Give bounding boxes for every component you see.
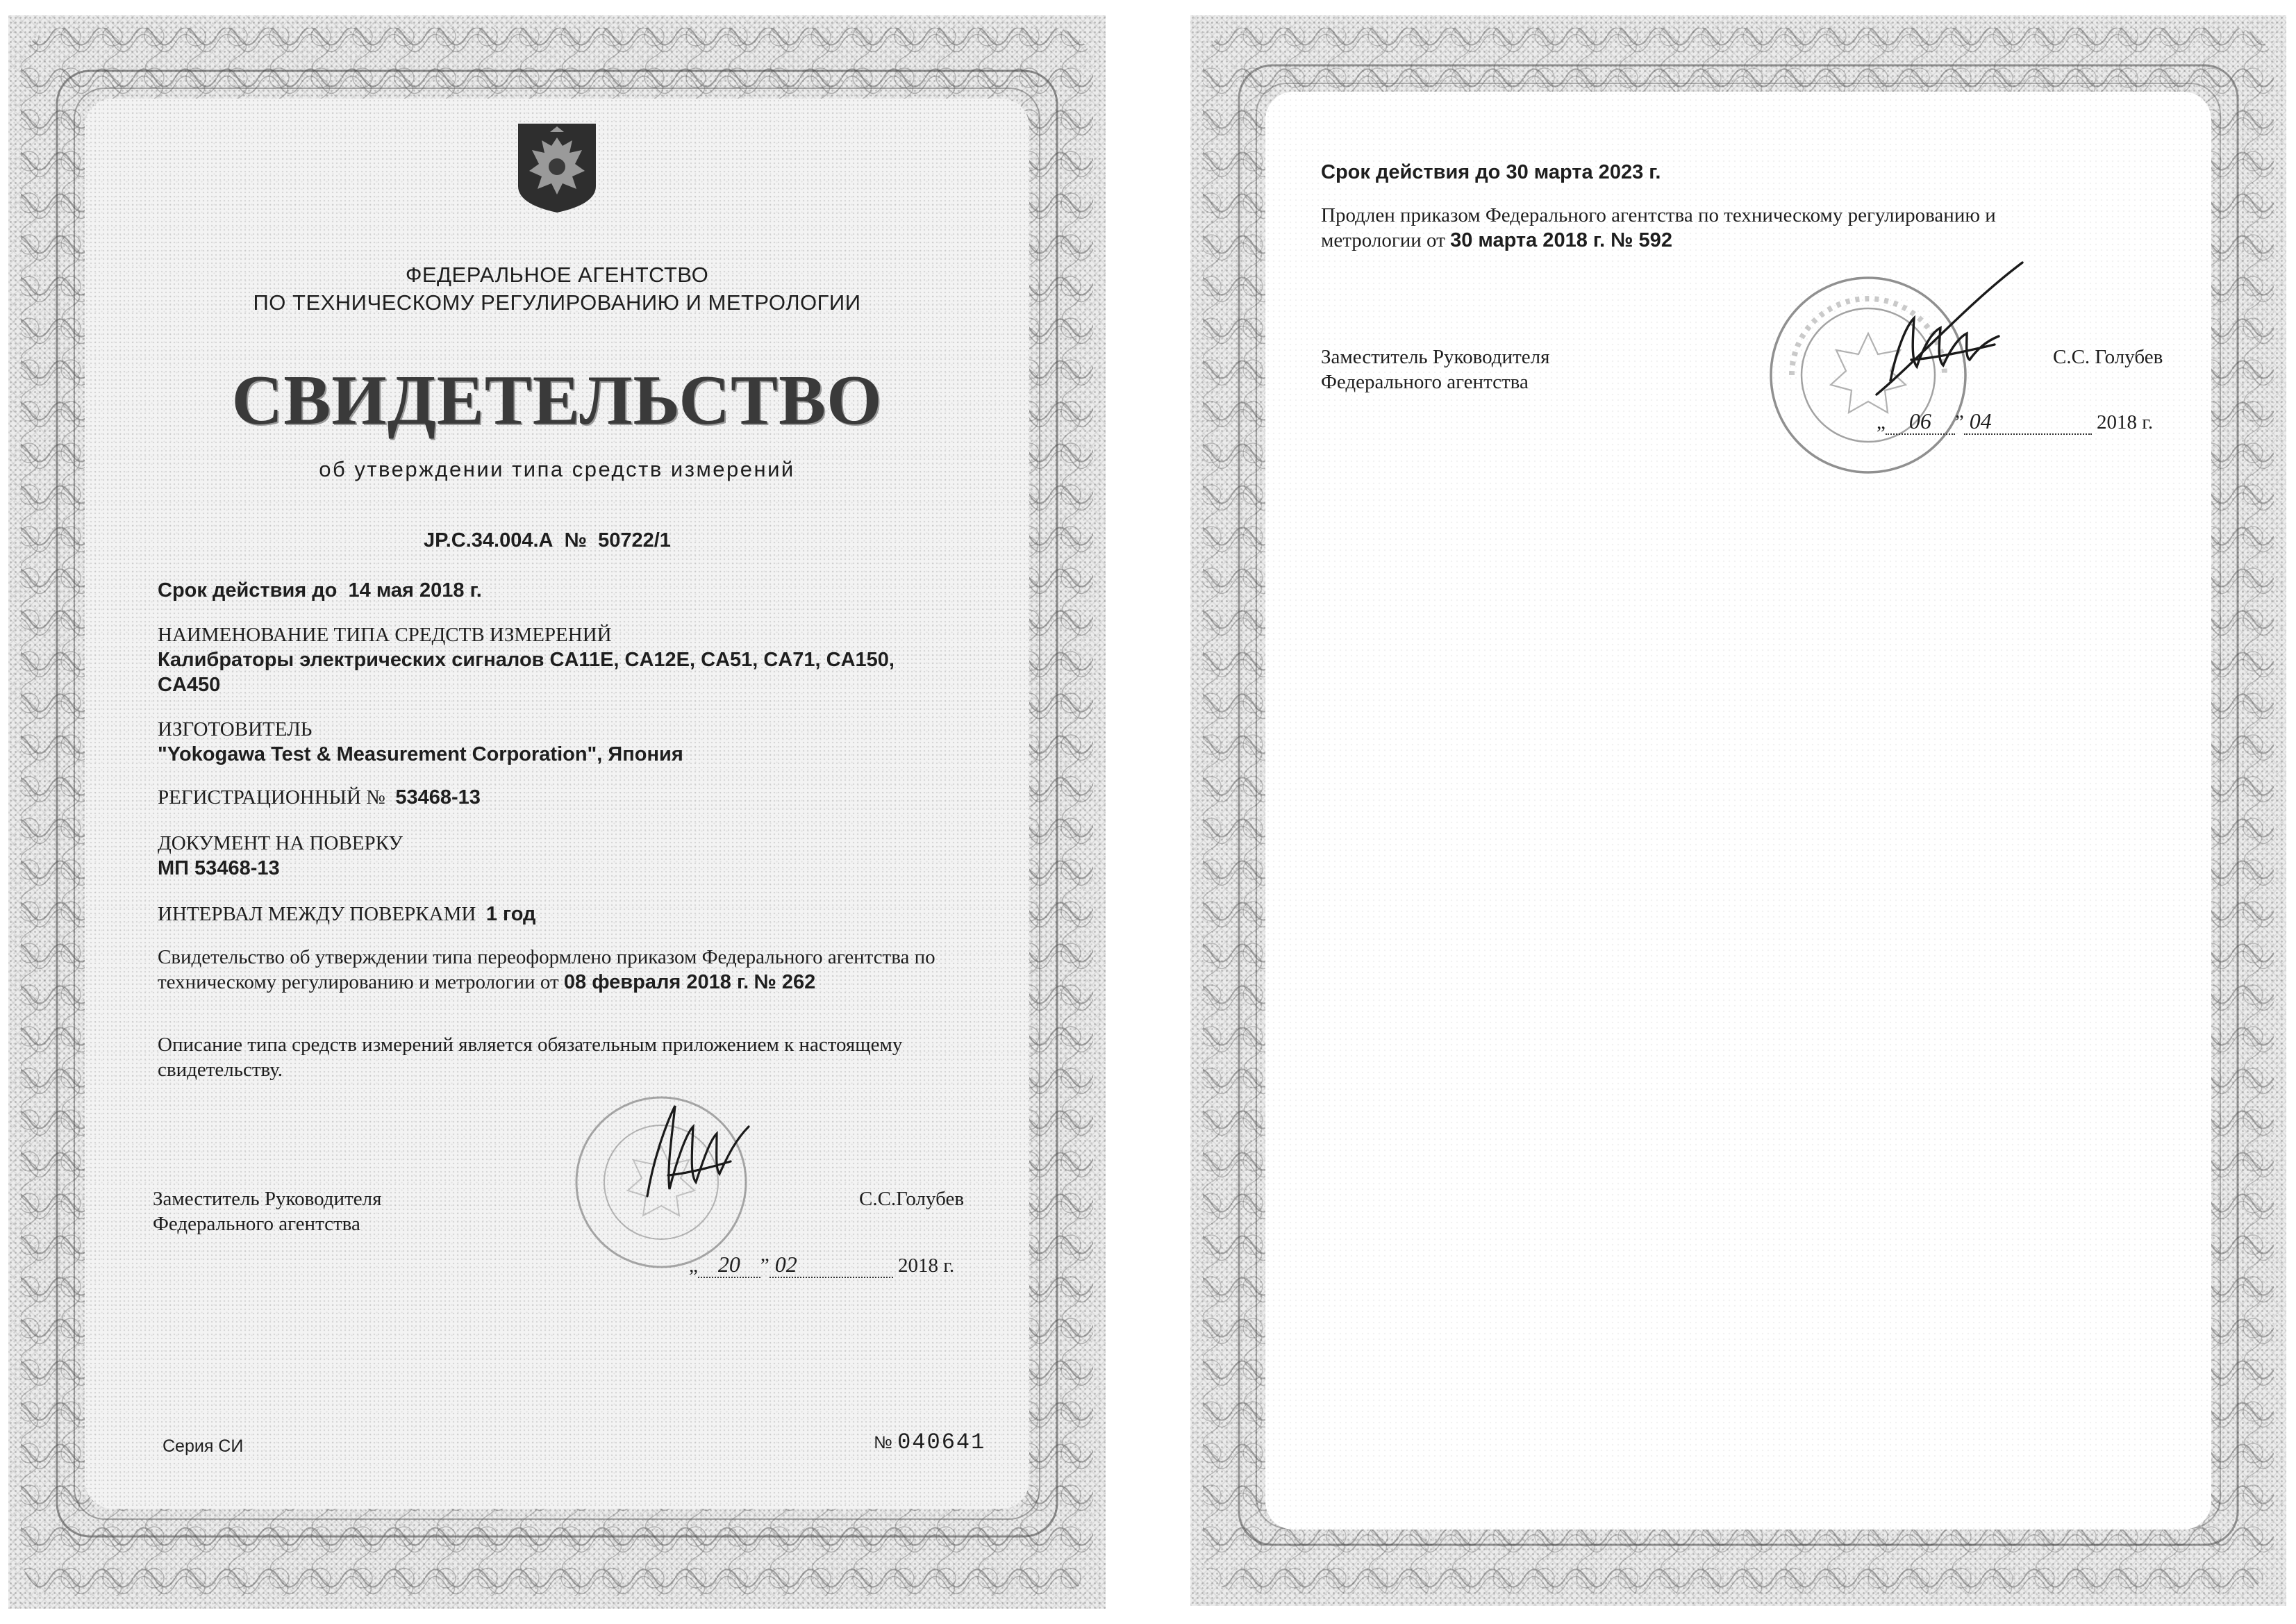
interval-label: ИНТЕРВАЛ МЕЖДУ ПОВЕРКАМИ bbox=[158, 903, 476, 925]
certificate-number: 50722/1 bbox=[598, 529, 671, 552]
sign-year: 2018 г. bbox=[2097, 411, 2154, 433]
series-label: Серия СИ bbox=[163, 1436, 244, 1456]
signing-date: „ 20 ” 02 2018 г. bbox=[689, 1252, 955, 1277]
signature bbox=[1863, 256, 2029, 401]
certificate-back-page bbox=[1190, 15, 2286, 1606]
signature bbox=[626, 1092, 765, 1210]
registration-value: 53468-13 bbox=[395, 786, 481, 809]
signing-date: „ 06 ” 04 2018 г. bbox=[1877, 408, 2154, 433]
verification-doc-value: МП 53468-13 bbox=[158, 857, 280, 879]
validity-label: Срок действия до bbox=[158, 579, 338, 602]
certificate-body bbox=[85, 99, 1029, 1509]
certificate-back-body bbox=[1265, 92, 2211, 1530]
manufacturer-value: "Yokogawa Test & Measurement Corporation", Япония bbox=[158, 743, 683, 765]
signatory-title-line2: Федерального агентства bbox=[1321, 371, 1529, 393]
agency-name-line2: ПО ТЕХНИЧЕСКОМУ РЕГУЛИРОВАНИЮ И МЕТРОЛОГИИ bbox=[253, 290, 861, 315]
reissue-paragraph bbox=[158, 945, 960, 995]
number-sign: № bbox=[564, 529, 587, 552]
validity-date: 14 мая 2018 г. bbox=[348, 579, 482, 602]
interval-value: 1 год bbox=[485, 903, 536, 925]
sign-month: 02 bbox=[770, 1252, 893, 1278]
type-name-label: НАИМЕНОВАНИЕ ТИПА СРЕДСТВ ИЗМЕРЕНИЙ bbox=[158, 624, 612, 646]
signatory-name: С.С. Голубев bbox=[2053, 346, 2163, 368]
description-paragraph: Описание типа средств измерений является обязательным приложением к настоящему свидетельству. bbox=[158, 1034, 903, 1081]
russian-coat-of-arms-icon bbox=[517, 122, 597, 214]
sign-day: 06 bbox=[1886, 408, 1955, 435]
interval-line bbox=[158, 902, 535, 927]
blank-number-value: 040641 bbox=[897, 1430, 986, 1455]
registration-label: РЕГИСТРАЦИОННЫЙ № bbox=[158, 786, 385, 809]
verification-doc-label: ДОКУМЕНТ НА ПОВЕРКУ bbox=[158, 832, 403, 854]
sign-day: 20 bbox=[698, 1252, 760, 1278]
signatory-name: С.С.Голубев bbox=[859, 1188, 965, 1210]
certificate-title: СВИДЕТЕЛЬСТВО bbox=[231, 361, 883, 440]
agency-name-line1: ФЕДЕРАЛЬНОЕ АГЕНТСТВО bbox=[405, 263, 709, 287]
extension-date-number: 30 марта 2018 г. № 592 bbox=[1450, 229, 1672, 251]
type-name-line1: Калибраторы электрических сигналов CA11E, CA12E, CA51, CA71, CA150, bbox=[158, 649, 895, 671]
certificate-code: JP.C.34.004.A bbox=[424, 529, 554, 552]
reissue-text: Свидетельство об утверждении типа переоформлено приказом Федерального агентства по техническому регулированию и метрологии от bbox=[158, 946, 935, 993]
blank-number bbox=[874, 1430, 985, 1455]
manufacturer-label: ИЗГОТОВИТЕЛЬ bbox=[158, 718, 313, 740]
signatory-title-line1: Заместитель Руководителя bbox=[153, 1188, 382, 1210]
registration-line bbox=[158, 785, 481, 810]
blank-number-sign: № bbox=[874, 1433, 892, 1452]
sign-year: 2018 г. bbox=[898, 1254, 955, 1277]
sign-month: 04 bbox=[1964, 408, 2092, 435]
certificate-front-page bbox=[8, 15, 1106, 1609]
certificate-number-line bbox=[424, 528, 671, 553]
validity-line bbox=[158, 578, 482, 603]
certificate-subtitle: об утверждении типа средств измерений bbox=[319, 457, 795, 481]
extended-validity: Срок действия до 30 марта 2023 г. bbox=[1321, 161, 1661, 183]
extension-text-prefix: метрологии от bbox=[1321, 229, 1445, 251]
signatory-title-line2: Федерального агентства bbox=[153, 1213, 360, 1235]
signatory-title-line1: Заместитель Руководителя bbox=[1321, 346, 1550, 368]
type-name-line2: CA450 bbox=[158, 674, 221, 696]
extension-text-line2 bbox=[1321, 228, 1672, 253]
reissue-date: 08 февраля 2018 г. bbox=[563, 971, 749, 993]
extension-text-line1: Продлен приказом Федерального агентства по техническому регулированию и bbox=[1321, 204, 1996, 226]
reissue-number: № 262 bbox=[754, 971, 816, 993]
